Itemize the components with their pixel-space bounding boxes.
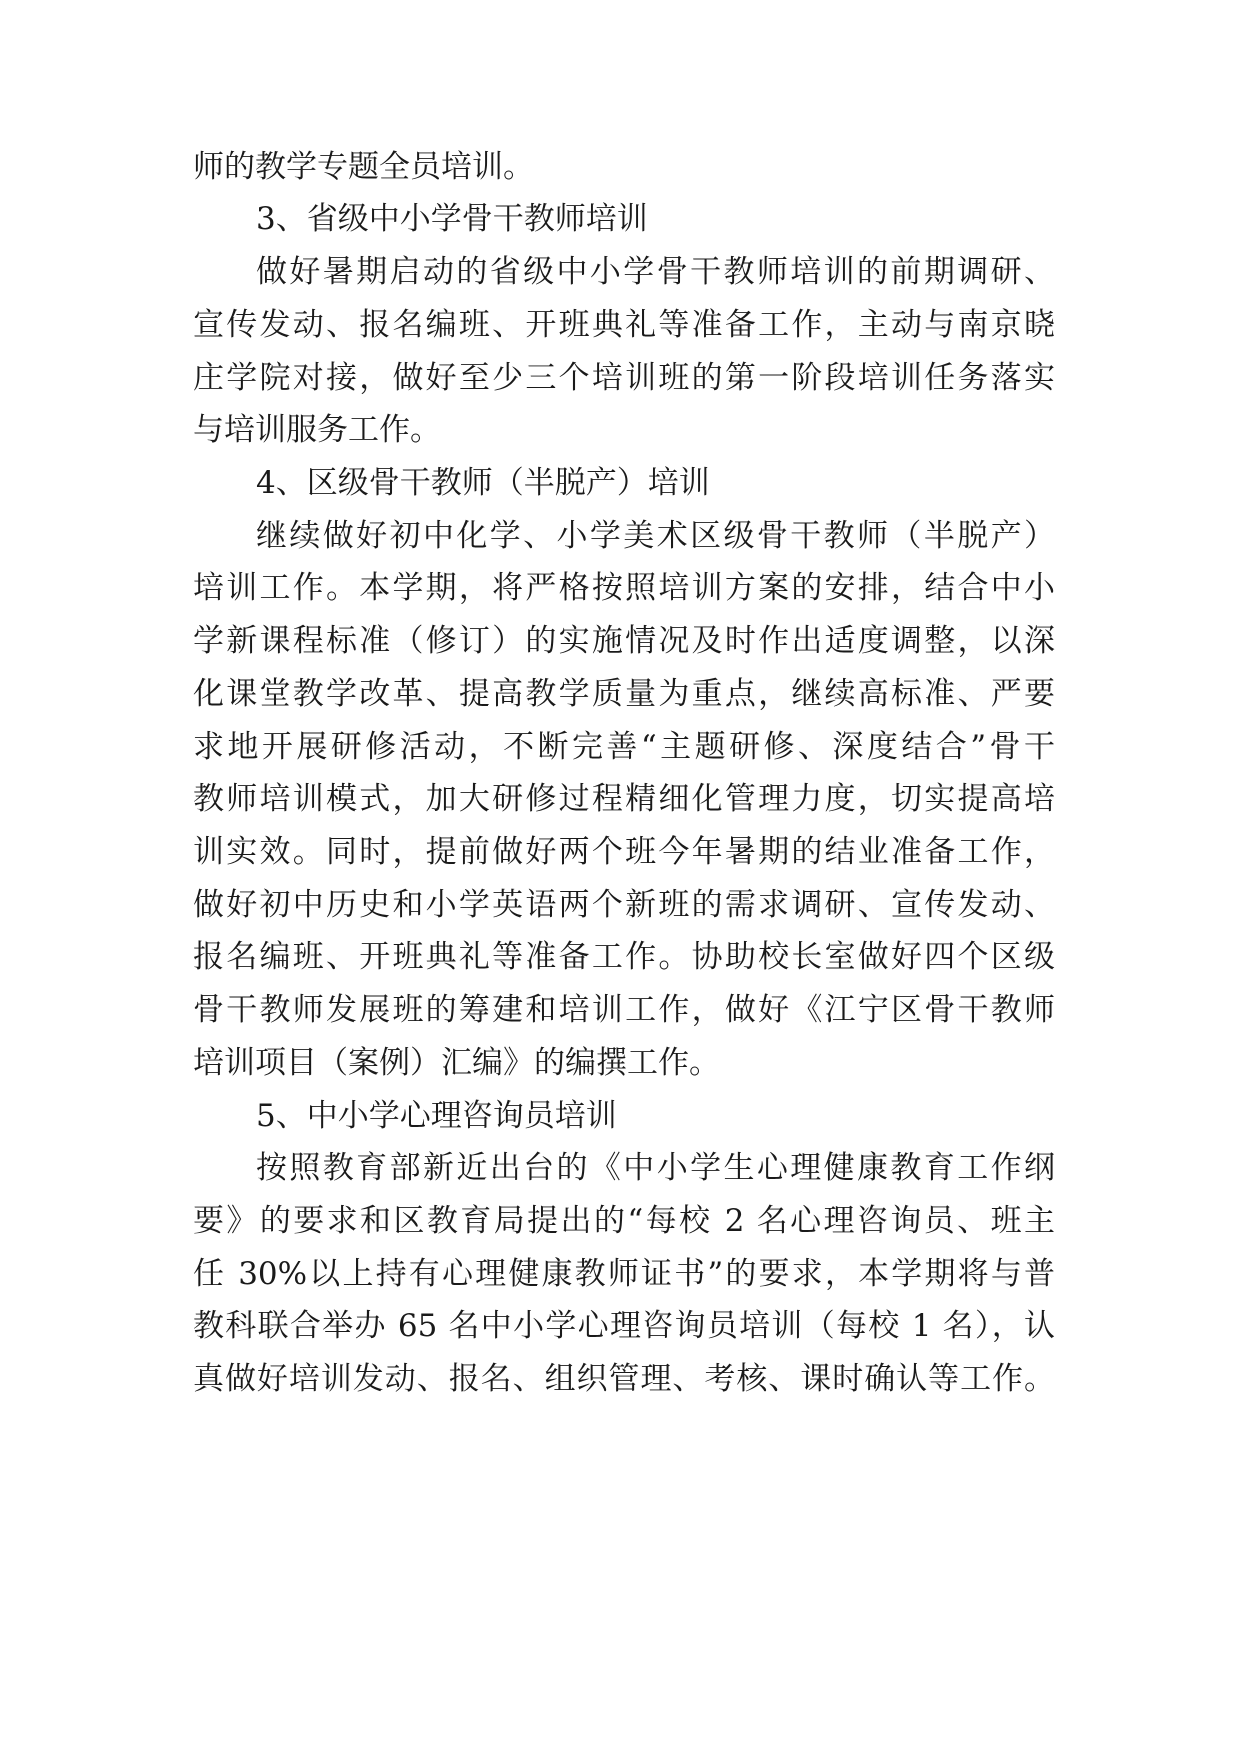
paragraph-line: 培训项目（案例）汇编》的编撰工作。 — [193, 1045, 720, 1081]
paragraph-line: 做好暑期启动的省级中小学骨干教师培训的前期调研、 — [256, 254, 1055, 290]
paragraph-line: 任 30%以上持有心理健康教师证书”的要求，本学期将与普 — [193, 1256, 1055, 1292]
paragraph-line: 做好初中历史和小学英语两个新班的需求调研、宣传发动、 — [193, 887, 1055, 923]
section-heading-4: 4、区级骨干教师（半脱产）培训 — [256, 465, 710, 501]
paragraph-line: 训实效。同时，提前做好两个班今年暑期的结业准备工作， — [193, 834, 1055, 870]
paragraph-line: 宣传发动、报名编班、开班典礼等准备工作，主动与南京晓 — [193, 307, 1055, 343]
paragraph-line: 要》的要求和区教育局提出的“每校 2 名心理咨询员、班主 — [193, 1203, 1055, 1239]
paragraph-line: 按照教育部新近出台的《中小学生心理健康教育工作纲 — [256, 1150, 1055, 1186]
paragraph-line: 学新课程标准（修订）的实施情况及时作出适度调整，以深 — [193, 623, 1055, 659]
paragraph-line: 真做好培训发动、报名、组织管理、考核、课时确认等工作。 — [193, 1361, 1055, 1397]
paragraph-line: 教师培训模式，加大研修过程精细化管理力度，切实提高培 — [193, 781, 1055, 817]
paragraph-line: 继续做好初中化学、小学美术区级骨干教师（半脱产） — [256, 518, 1055, 554]
section-heading-3: 3、省级中小学骨干教师培训 — [256, 201, 648, 237]
paragraph-line: 师的教学专题全员培训。 — [193, 149, 534, 185]
paragraph-line: 报名编班、开班典礼等准备工作。协助校长室做好四个区级 — [193, 939, 1055, 975]
section-heading-5: 5、中小学心理咨询员培训 — [256, 1098, 617, 1134]
paragraph-line: 与培训服务工作。 — [193, 412, 441, 448]
paragraph-line: 化课堂教学改革、提高教学质量为重点，继续高标准、严要 — [193, 676, 1055, 712]
paragraph-line: 培训工作。本学期，将严格按照培训方案的安排，结合中小 — [193, 570, 1055, 606]
paragraph-line: 求地开展研修活动，不断完善“主题研修、深度结合”骨干 — [193, 729, 1055, 765]
paragraph-line: 骨干教师发展班的筹建和培训工作，做好《江宁区骨干教师 — [193, 992, 1055, 1028]
paragraph-line: 庄学院对接，做好至少三个培训班的第一阶段培训任务落实 — [193, 360, 1055, 396]
paragraph-line: 教科联合举办 65 名中小学心理咨询员培训（每校 1 名），认 — [193, 1308, 1055, 1344]
